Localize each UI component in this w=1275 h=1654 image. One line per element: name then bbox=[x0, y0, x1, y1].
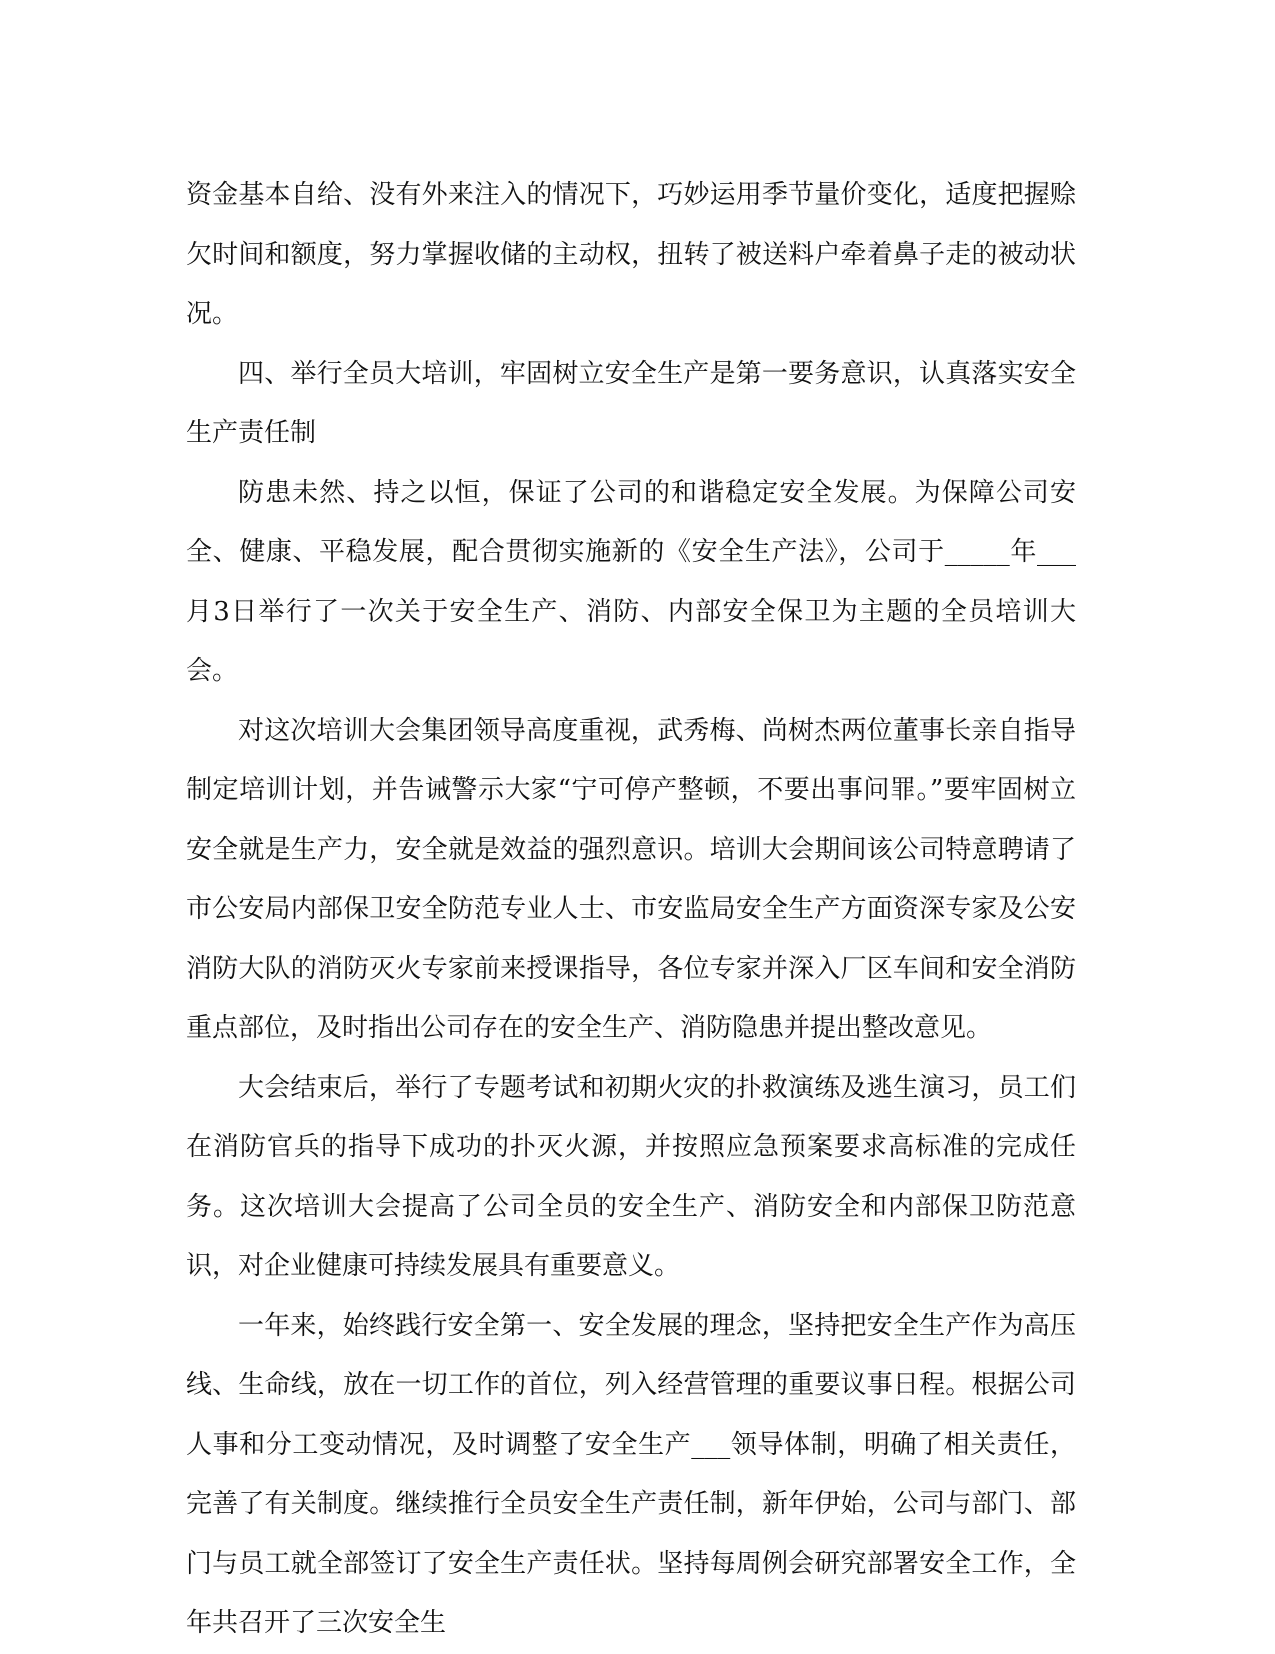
paragraph-prevention: 防患未然、持之以恒，保证了公司的和谐稳定安全发展。为保障公司安全、健康、平稳发展，配合贯彻实施新的《安全生产法》，公司于_____年___月3日举行了一次关于安全生产、消防、内部安全保卫为主题的全员培训大会。 bbox=[186, 477, 1076, 686]
section-heading-training: 四、举行全员大培训，牢固树立安全生产是第一要务意识，认真落实安全生产责任制 bbox=[186, 358, 1076, 448]
paragraph-leadership: 对这次培训大会集团领导高度重视，武秀梅、尚树杰两位董事长亲自指导制定培训计划，并告诫警示大家“宁可停产整顿，不要出事问罪。”要牢固树立安全就是生产力，安全就是效益的强烈意识。培训大会期间该公司特意聘请了市公安局内部保卫安全防范专业人士、市安监局安全生产方面资深专家及公安消防大队的消防灭火专家前来授课指导，各位专家并深入厂区车间和安全消防重点部位，及时指出公司存在的安全生产、消防隐患并提出整改意见。 bbox=[186, 715, 1076, 1043]
document-page bbox=[186, 166, 1076, 1638]
paragraph-drill: 大会结束后，举行了专题考试和初期火灾的扑救演练及逃生演习，员工们在消防官兵的指导下成功的扑灭火源，并按照应急预案要求高标准的完成任务。这次培训大会提高了公司全员的安全生产、消防安全和内部保卫防范意识，对企业健康可持续发展具有重要意义。 bbox=[186, 1072, 1076, 1281]
paragraph-year-review: 一年来，始终践行安全第一、安全发展的理念，坚持把安全生产作为高压线、生命线，放在一切工作的首位，列入经营管理的重要议事日程。根据公司人事和分工变动情况，及时调整了安全生产___领导体制，明确了相关责任，完善了有关制度。继续推行全员安全生产责任制，新年伊始，公司与部门、部门与员工就全部签订了安全生产责任状。坚持每周例会研究部署安全工作，全年共召开了三次安全生 bbox=[186, 1310, 1076, 1638]
paragraph-funding: 资金基本自给、没有外来注入的情况下，巧妙运用季节量价变化，适度把握赊欠时间和额度，努力掌握收储的主动权，扭转了被送料户牵着鼻子走的被动状况。 bbox=[186, 180, 1076, 329]
